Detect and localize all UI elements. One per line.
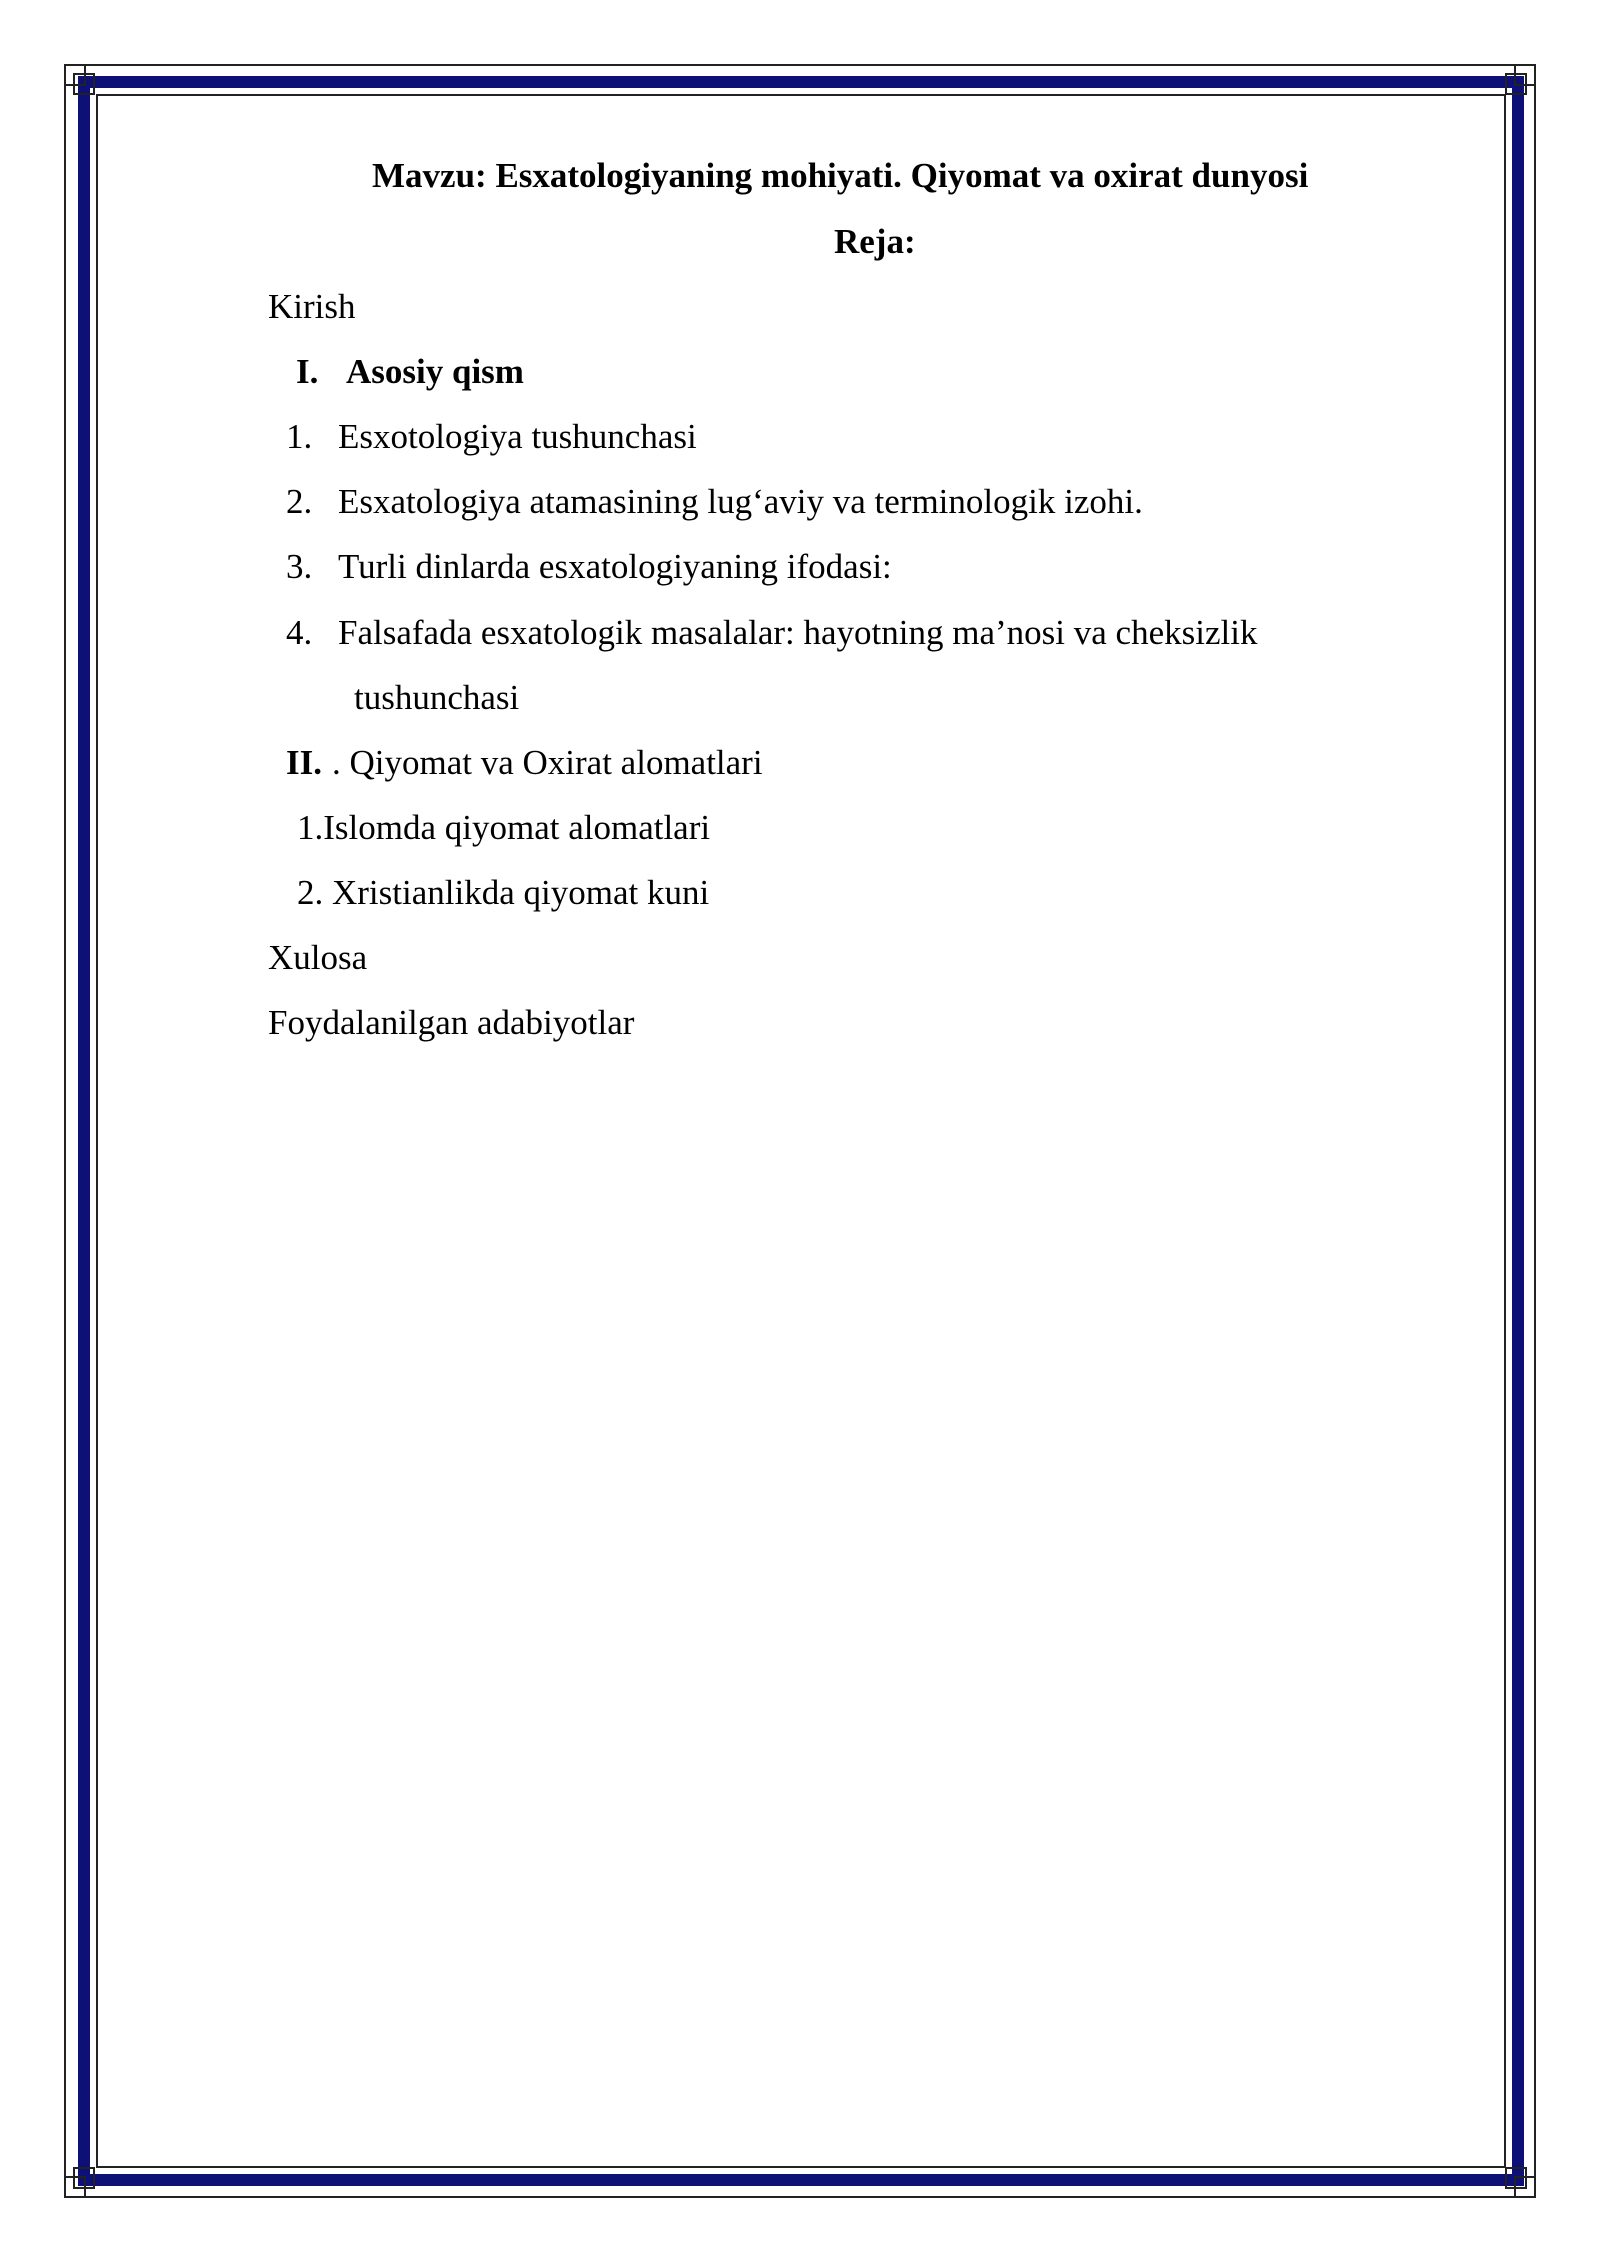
part1-item-number: 3. (286, 547, 313, 586)
part1-item-text: Falsafada esxatologik masalalar: hayotning ma’nosi va cheksizlik (338, 613, 1258, 652)
part1-item-text: Turli dinlarda esxatologiyaning ifodasi: (338, 547, 892, 586)
part1-item-number: 2. (286, 482, 313, 521)
part1-numeral: I. (296, 352, 319, 391)
part1-item-text: Esxotologiya tushunchasi (338, 417, 697, 456)
plan-heading: Reja: (834, 222, 916, 261)
references-item: Foydalanilgan adabiyotlar (268, 1003, 635, 1042)
part2-numeral: II. (286, 743, 322, 782)
part2-label: . Qiyomat va Oxirat alomatlari (332, 743, 763, 782)
intro-item: Kirish (268, 287, 356, 326)
part1-item-number: 4. (286, 613, 313, 652)
document-title: Mavzu: Esxatologiyaning mohiyati. Qiyomat va oxirat dunyosi (372, 156, 1309, 195)
part1-item-text: Esxatologiya atamasining lug‘aviy va terminologik izohi. (338, 482, 1143, 521)
part1-item-number: 1. (286, 417, 313, 456)
part1-label: Asosiy qism (346, 352, 524, 391)
part1-item-continuation: tushunchasi (354, 678, 520, 717)
part2-item: 1.Islomda qiyomat alomatlari (297, 808, 711, 847)
part2-item: 2. Xristianlikda qiyomat kuni (297, 873, 710, 912)
conclusion-item: Xulosa (268, 938, 368, 977)
